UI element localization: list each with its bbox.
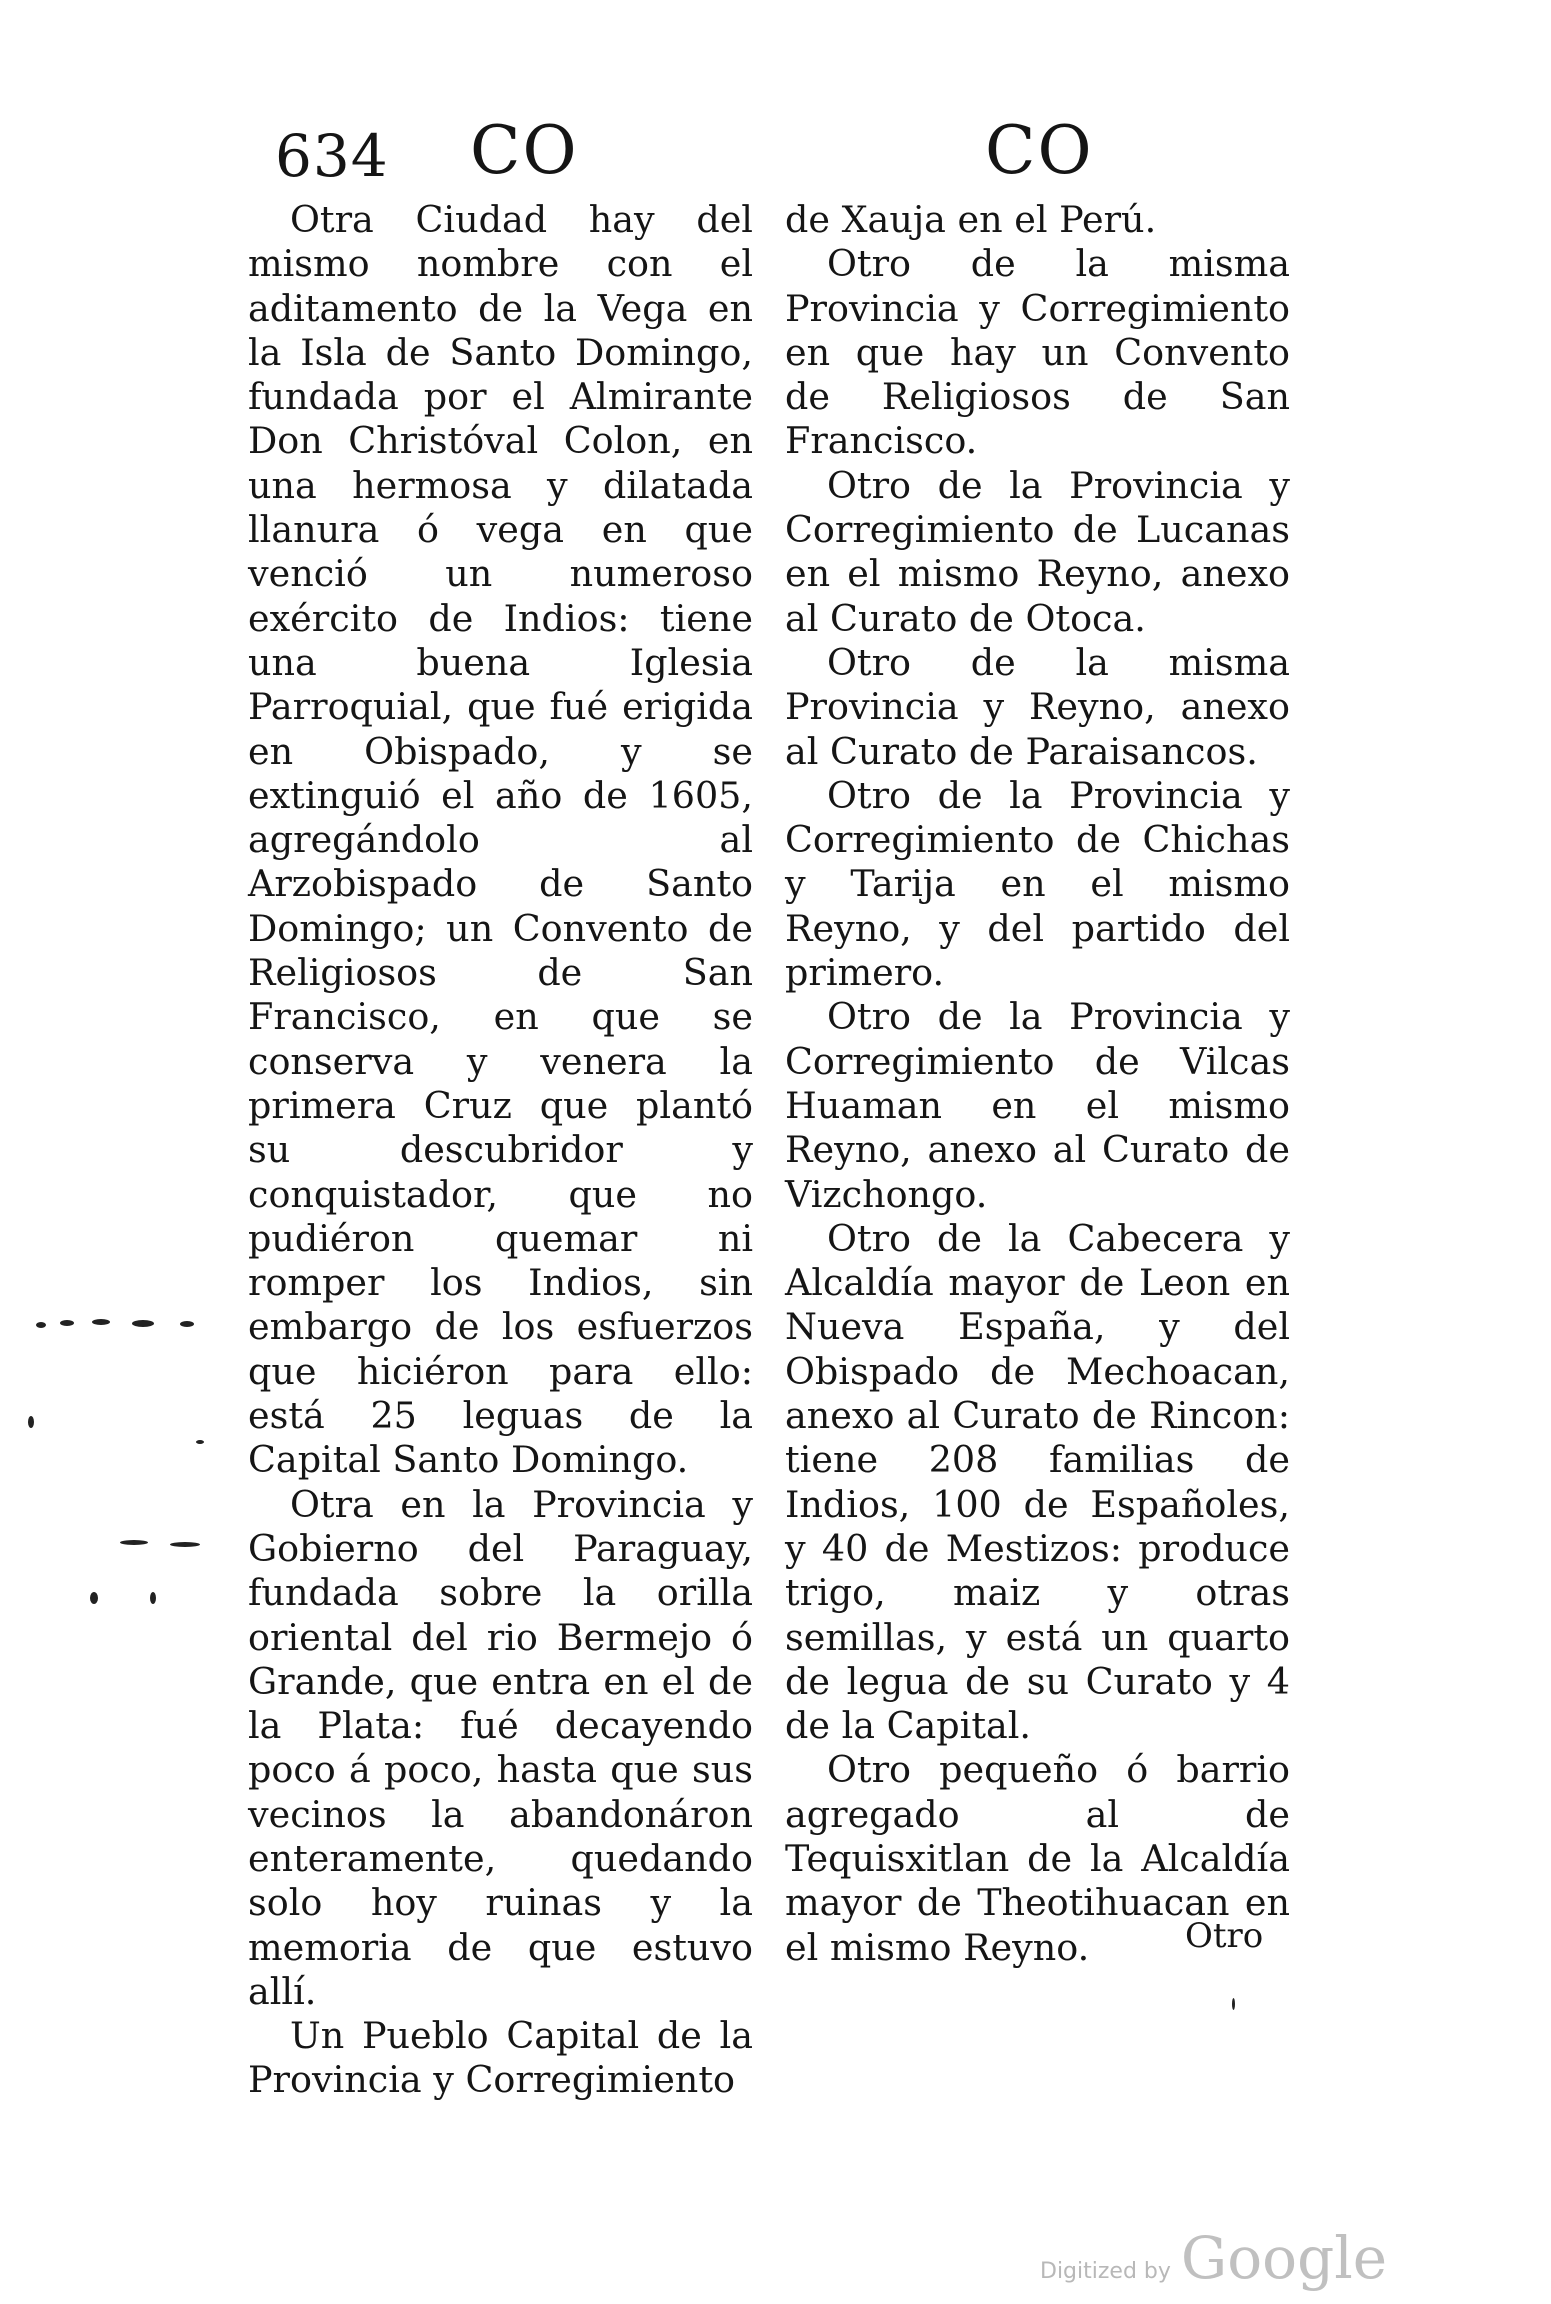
digitized-label: Digitized by: [1040, 2259, 1171, 2284]
paragraph-paraguay: Otra en la Provincia y Gobierno del Paraguay, fundada sobre la orilla oriental del rio Bermejo ó Grande, que entra en el de la Plata: fué decayendo poco á poco, hasta que sus vecinos la abandonáron enteramente, quedando solo hoy ruinas y la memoria de que estuvo allí.: [248, 1482, 753, 2013]
ink-speck: [170, 1542, 200, 1547]
paragraph-paraisancos: Otro de la misma Provincia y Reyno, anexo al Curato de Paraisancos.: [785, 640, 1290, 773]
ink-speck: [92, 1319, 110, 1325]
paragraph-vega: Otra Ciudad hay del mismo nombre con el aditamento de la Vega en la Isla de Santo Domingo, fundada por el Almirante Don Christóval Colon, en una hermosa y dilatada llanura ó vega en que venció un numeroso exército de Indios: tiene una buena Iglesia Parroquial, que fué erigida en Obispado, y se extinguió el año de 1605, agregándolo al Arzobispado de Santo Domingo; un Convento de Religiosos de San Francisco, en que se conserva y venera la primera Cruz que plantó su descubridor y conquistador, que no pudiéron quemar ni romper los Indios, sin embargo de los esfuerzos que hiciéron para ello: está 25 leguas de la Capital Santo Domingo.: [248, 198, 753, 1482]
ink-speck: [196, 1440, 204, 1444]
left-column: [248, 198, 753, 2103]
ink-speck: [132, 1320, 154, 1327]
paragraph-leon: Otro de la Cabecera y Alcaldía mayor de Leon en Nueva España, y del Obispado de Mechoacan, anexo al Curato de Rincon: tiene 208 familias de Indios, 100 de Españoles, y 40 de Mestizos: produce trigo, maiz y otras semillas, y está un quarto de legua de su Curato y 4 de la Capital.: [785, 1216, 1290, 1748]
ink-speck: [150, 1592, 156, 1604]
ink-speck: [1232, 1998, 1235, 2010]
ink-speck: [28, 1416, 34, 1428]
running-head-left: CO: [470, 112, 579, 189]
paragraph-pueblo-capital: Un Pueblo Capital de la Provincia y Corregimiento: [248, 2014, 753, 2102]
paragraph-convento: Otro de la misma Provincia y Corregimiento en que hay un Convento de Religiosos de San Francisco.: [785, 242, 1290, 463]
ink-speck: [120, 1540, 148, 1545]
ink-speck: [36, 1322, 46, 1328]
paragraph-continuation: de Xauja en el Perú.: [785, 198, 1157, 241]
ink-speck: [60, 1320, 74, 1326]
paragraph-lucanas: Otro de la Provincia y Corregimiento de Lucanas en el mismo Reyno, anexo al Curato de Otoca.: [785, 463, 1290, 640]
paragraph-tequisxitlan: Otro pequeño ó barrio agregado al de Tequisxitlan de la Alcaldía mayor de Theotihuacan en el mismo Reyno.: [785, 1748, 1290, 1969]
ink-speck: [90, 1592, 98, 1604]
running-head-right: CO: [985, 112, 1094, 189]
right-column: [785, 198, 1290, 1970]
page-number: 634: [275, 122, 389, 190]
paragraph-vilcas: Otro de la Provincia y Corregimiento de Vilcas Huaman en el mismo Reyno, anexo al Curato de Vizchongo.: [785, 995, 1290, 1216]
google-logo: Google: [1180, 2224, 1388, 2292]
ink-speck: [180, 1321, 194, 1327]
digitized-watermark: [1040, 2224, 1387, 2292]
catchword: Otro: [1185, 1916, 1264, 1956]
paragraph-chichas: Otro de la Provincia y Corregimiento de Chichas y Tarija en el mismo Reyno, y del partido del primero.: [785, 773, 1290, 995]
